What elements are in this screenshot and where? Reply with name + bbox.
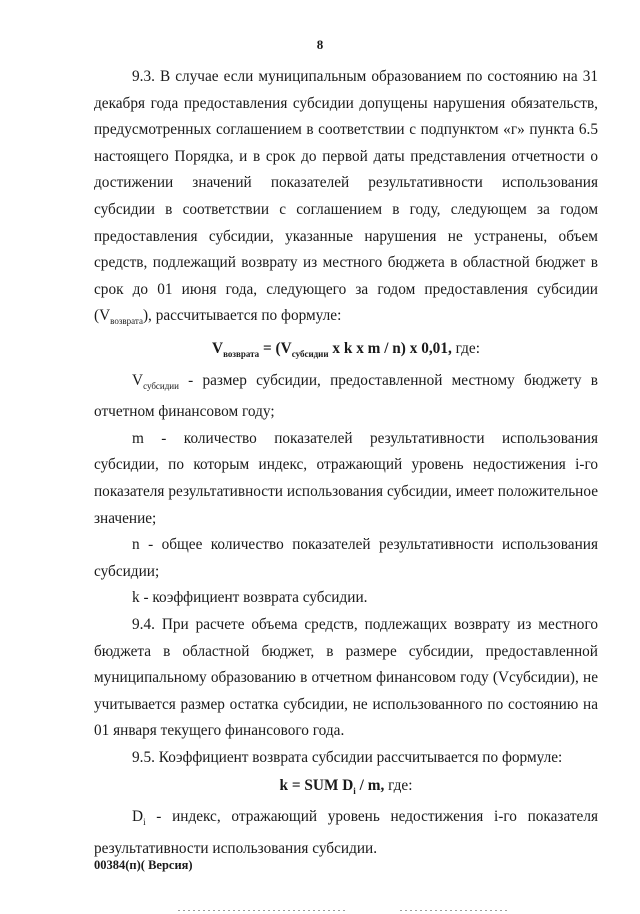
definition-text: - размер субсидии, предоставленной местному бюджету в отчетном финансовом году; — [94, 371, 598, 421]
definition-text: - коэффициент возврата субсидии. — [139, 589, 368, 607]
paragraph-9-3-tail: ), рассчитывается по формуле: — [142, 307, 342, 325]
subscript: возврата — [110, 316, 143, 327]
formula-subscript: i — [353, 785, 356, 796]
definition-symbol: n — [132, 536, 140, 554]
definition-d — [94, 804, 598, 862]
formula-subscript: возврата — [223, 349, 260, 360]
page-number: 8 — [316, 37, 324, 52]
formula-part: x k x m / n) x 0,01, — [328, 339, 452, 357]
paragraph-9-3-text: 9.3. В случае если муниципальным образованием по состоянию на 31 декабря года предоставления субсидии допущены нарушения обязательств, предусмотренных соглашением в соответствии с подпунктом «г» пункта 6.5 настоящего Порядка, и в срок до первой даты представления отчетности о достижении значений показателей результативности использования субсидии в соответствии с соглашением в году, следующем за годом предоставления субсидии, указанные нарушения не устранены, объем средств, подлежащий возврату из местного бюджета в областной бюджет в срок до 01 июня года, следующего за годом предоставления субсидии (V — [94, 68, 598, 325]
formula-return-coefficient — [94, 773, 598, 805]
formula-part: = (V — [259, 339, 292, 357]
definition-m — [94, 426, 598, 532]
definition-n — [94, 532, 598, 585]
definition-symbol: m — [132, 429, 144, 447]
definition-k — [94, 585, 598, 612]
paragraph-9-5: 9.5. Коэффициент возврата субсидии рассчитывается по формуле: — [132, 748, 563, 766]
formula-part: / m, — [355, 776, 385, 794]
definition-symbol: D — [132, 808, 144, 826]
definition-subscript: субсидии — [143, 380, 179, 391]
definition-text: - общее количество показателей результативности использования субсидии; — [94, 536, 598, 580]
formula-symbol: V — [212, 339, 224, 357]
definition-text: - индекс, отражающий уровень недостижения i-го показателя результативности использования субсидии. — [94, 808, 598, 857]
definition-symbol: k — [132, 589, 140, 607]
scan-artifact-line — [400, 910, 510, 911]
definition-text: - количество показателей результативности использования субсидии, по которым индекс, отражающий уровень недостижения i-го показателя результативности использования субсидии, имеет положительное значение; — [94, 429, 598, 527]
paragraph-9-3 — [94, 64, 598, 335]
definition-v-subsidy — [94, 368, 598, 426]
formula-part: k = SUM D — [279, 776, 354, 794]
scan-artifact-line — [178, 910, 348, 911]
formula-where: где: — [451, 339, 480, 357]
document-body — [94, 64, 598, 862]
paragraph-9-4: 9.4. При расчете объема средств, подлежащих возврату из местного бюджета в областной бюджет, в размере субсидии, предоставленной муниципальному образованию в отчетном финансовом году (Vсубсидии), не учитывается размер остатка субсидии, не использованного по состоянию на 01 января текущего финансового года. — [94, 616, 598, 740]
formula-where: где: — [384, 776, 413, 794]
document-footer: 00384(п)( Версия) — [94, 858, 193, 872]
definition-symbol: V — [132, 371, 144, 389]
formula-subscript: субсидии — [291, 349, 329, 360]
definition-subscript: i — [143, 817, 146, 828]
formula-return-volume — [94, 336, 598, 368]
